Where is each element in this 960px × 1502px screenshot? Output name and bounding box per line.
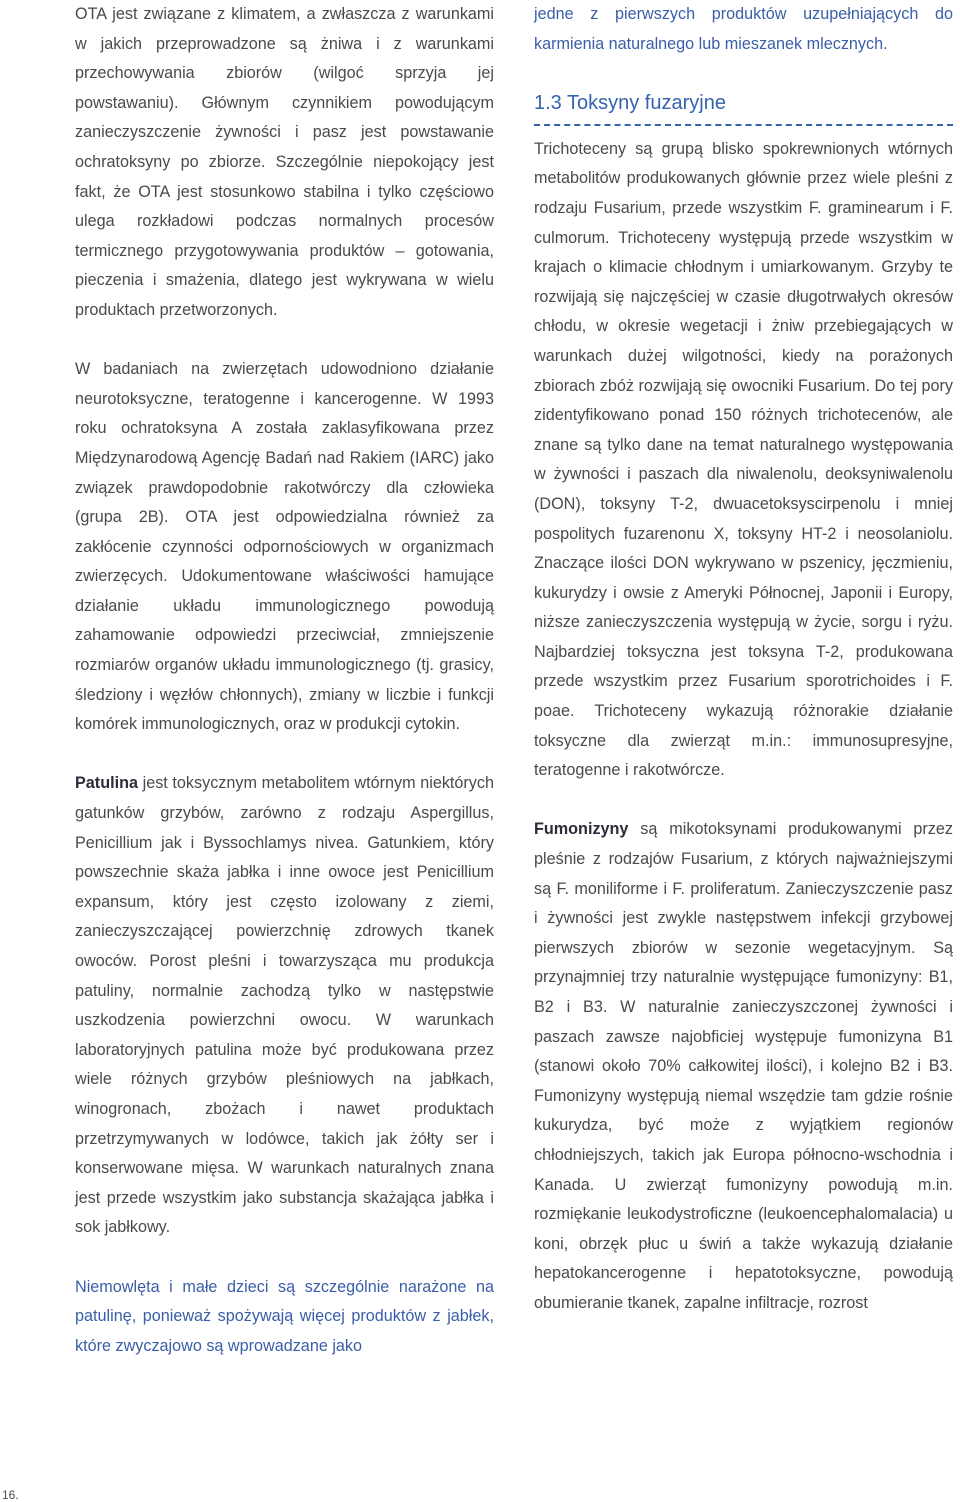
paragraph-gap xyxy=(75,326,494,356)
section-dashed-rule xyxy=(534,124,953,126)
paragraph-patulina xyxy=(75,769,494,1243)
right-column xyxy=(534,0,953,1319)
term-patulina: Patulina xyxy=(75,774,138,793)
section-heading-fusarium-toxins: 1.3 Toksyny fuzaryjne xyxy=(534,91,726,114)
left-column xyxy=(75,0,494,1361)
paragraph-trichothecenes: Trichoteceny są grupą blisko spokrewnionych wtórnych metabolitów produkowanych głównie przez wiele pleśni z rodzaju Fusarium, przede wszystkim F. graminearum i F. culmorum. Trichoteceny występują przede wszystkim w krajach o klimacie chłodnym i umiarkowanym. Grzyby te rozwijają się najczęściej w czasie długotrwałych okresów chłodu, w okresie wegetacji i żniw przebiegających w warunkach dużej wilgotności, kiedy na porażonych zbiorach zbóż rozwijają się owocniki Fusarium. Do tej pory zidentyfikowano ponad 150 różnych trichotecenów, ale znane są tylko dane na temat naturalnego występowania w żywności i paszach dla niwalenolu, deoksyniwalenolu (DON), toksyny T-2, dwuacetoksyscirpenolu i mniej pospolitych fuzarenonu X, toksyny HT-2 i neosolaniolu. Znaczące ilości DON wykrywano w pszenicy, jęczmieniu, kukurydzy i owsie z Ameryki Północnej, Japonii i Europy, niższe zanieczyszczenia występują w życie, sorgu i ryżu. Najbardziej toksyczna jest toksyna T-2, produkowana przede wszystkim przez Fusarium sporotrichoides i F. poae. Trichoteceny wykazują różnorakie działanie toksyczne dla zwierząt m.in.: immunosupresyjne, teratogenne i rakotwórcze. xyxy=(534,139,953,780)
paragraph-fumonisins-text: są mikotoksynami produkowanymi przez pleśnie z rodzajów Fusarium, z których najważniejszymi są F. moniliforme i F. proliferatum. Zanieczyszczenie pasz i żywności jest zwykle następstwem infekcji grzybowej pierwszych zbiorów w sezonie wegetacyjnym. Są przynajmniej trzy naturalnie występujące fumonizyny: B1, B2 i B3. W naturalnie zanieczyszczonej żywności i paszach zawsze najobficiej występuje fumonizyna B1 (stanowi około 70% całkowitej ilości), i kolejno B2 i B3. Fumonizyny występują niemal wszędzie tam gdzie rośnie kukurydza, być może z wyjątkiem regionów chłodniejszych, takich jak Europa północno-wschodnia i Kanada. U zwierząt fumonizyny powodują m.in. rozmiękanie leukodystroficzne (leukoencephalomalacia) u koni, obrzęk płuc u świń a także wykazują działanie hepatokancerogenne i hepatotoksyczne, powodują obumieranie tkanek, zapalne infiltracje, rozrost xyxy=(534,820,953,1312)
paragraph-fumonisins xyxy=(534,815,953,1318)
paragraph-ota-climate: OTA jest związane z klimatem, a zwłaszcza z warunkami w jakich przeprowadzone są żniwa i z warunkami przechowywania zbiorów (wilgoć sprzyja jej powstawaniu). Głównym czynnikiem powodującym zanieczyszczenie żywności i pasz jest powstawanie ochratoksyny po zbiorze. Szczególnie niepokojący jest fakt, że OTA jest stosunkowo stabilna i tylko częściowo ulega rozkładowi podczas normalnych procesów termicznego przygotowywania produktów – gotowania, pieczenia i smażenia, dlatego jest wykrywana w wielu produktach przetworzonych. xyxy=(75,5,494,319)
paragraph-gap xyxy=(75,740,494,770)
paragraph-gap xyxy=(75,1243,494,1273)
term-fumonizyny: Fumonizyny xyxy=(534,820,629,839)
paragraph-infants-highlight: Niemowlęta i małe dzieci są szczególnie narażone na patulinę, ponieważ spożywają więcej produktów z jabłek, które zwyczajowo są wprowadzane jako xyxy=(75,1277,494,1355)
paragraph-infants-highlight-continued: jedne z pierwszych produktów uzupełniających do karmienia naturalnego lub mieszanek mlecznych. xyxy=(534,5,953,53)
page-number: 16. xyxy=(2,1488,19,1502)
paragraph-patulina-text: jest toksycznym metabolitem wtórnym niektórych gatunków grzybów, zarówno z rodzaju Aspergillus, Penicillium jak i Byssochlamys nivea. Gatunkiem, który powszechnie skaża jabłka i inne owoce jest Penicillium expansum, który jest często izolowany z ziemi, zanieczyszczającej powierzchnię zdrowych tkanek owoców. Porost pleśni i towarzysząca mu produkcja patuliny, normalnie zachodzą tylko w następstwie uszkodzenia powierzchni owocu. W warunkach laboratoryjnych patulina może być produkowana przez wiele różnych grzybów pleśniowych na jabłkach, winogronach, zbożach i nawet produktach przetrzymywanych w lodówce, takich jak żółty ser i konserwowane mięsa. W warunkach naturalnych znana jest przede wszystkim jako substancja skażająca jabłka i sok jabłkowy. xyxy=(75,774,494,1237)
paragraph-gap xyxy=(534,59,953,89)
paragraph-ota-toxicity: W badaniach na zwierzętach udowodniono działanie neurotoksyczne, teratogenne i kancerogenne. W 1993 roku ochratoksyna A została zaklasyfikowana przez Międzynarodową Agencję Badań nad Rakiem (IARC) jako związek prawdopodobnie rakotwórczy dla człowieka (grupa 2B). OTA jest odpowiedzialna również za zakłócenie czynności odpornościowych w organizmach zwierzęcych. Udokumentowane właściwości hamujące działanie układu immunologicznego powodują zahamowanie odpowiedzi przeciwciał, zmniejszenie rozmiarów organów układu immunologicznego (tj. grasicy, śledziony i węzłów chłonnych), zmiany w liczbie i funkcji komórek immunologicznych, oraz w produkcji cytokin. xyxy=(75,360,494,734)
paragraph-gap xyxy=(534,786,953,816)
